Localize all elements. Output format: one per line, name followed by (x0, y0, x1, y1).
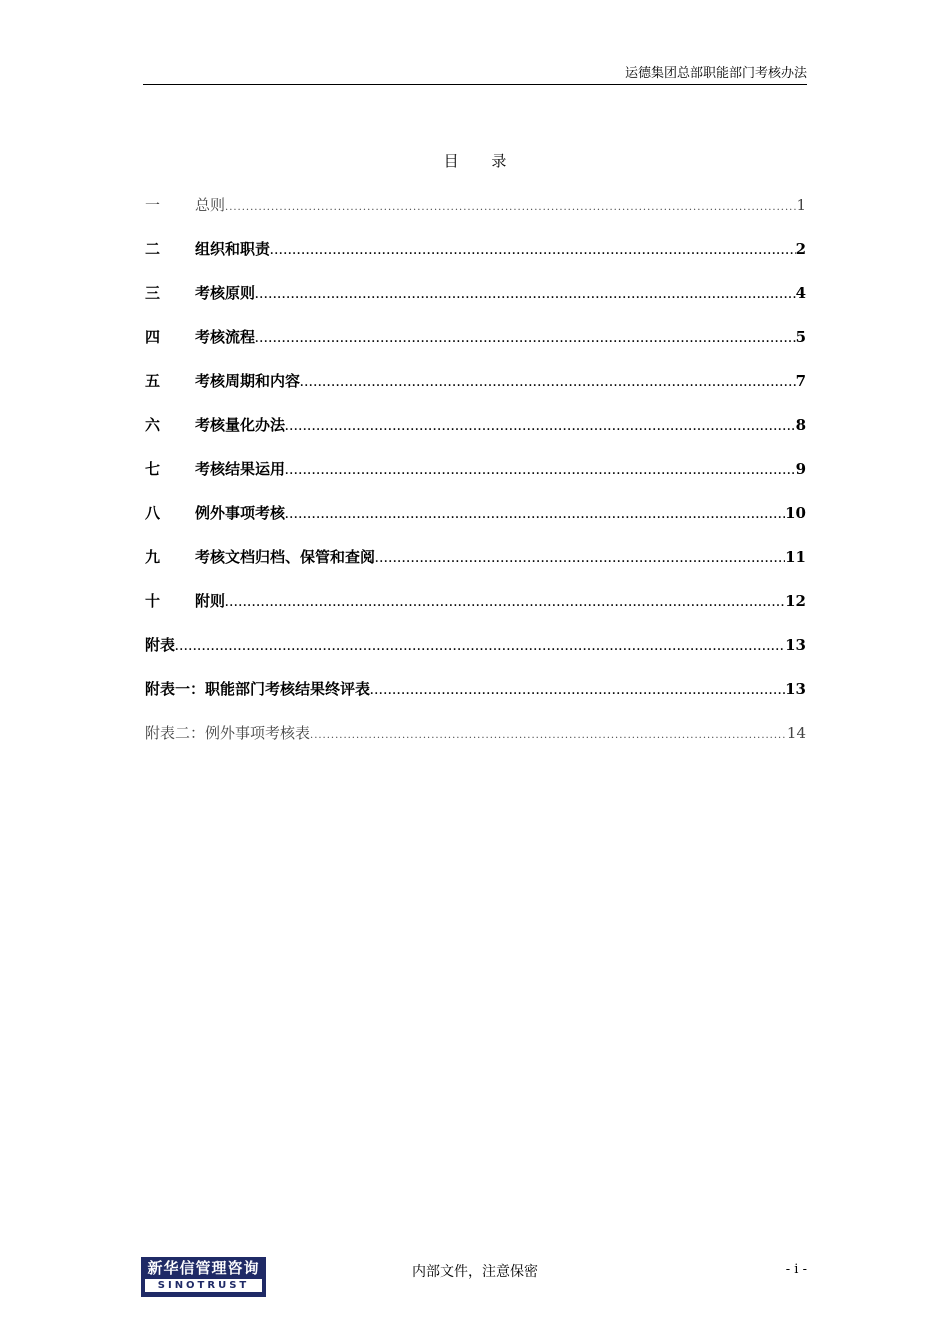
toc-entry[interactable] (145, 546, 806, 590)
toc-leader-dots (225, 593, 785, 615)
toc-entry-number: 十 (145, 592, 161, 610)
toc-entry-label: 考核量化办法 (195, 416, 286, 434)
toc-entry[interactable] (145, 678, 806, 722)
toc-leader-dots (300, 373, 796, 395)
toc-entry-page: 2 (795, 240, 806, 258)
table-of-contents (145, 194, 806, 766)
toc-leader-dots (285, 461, 796, 483)
toc-entry-number: 一 (145, 196, 161, 214)
toc-entry-label: 考核周期和内容 (195, 372, 301, 390)
toc-entry-label: 组织和职责 (195, 240, 271, 258)
toc-leader-dots (370, 681, 785, 703)
toc-entry[interactable] (145, 722, 806, 766)
toc-title: 目 录 (443, 152, 521, 170)
toc-entry-number: 六 (145, 416, 161, 434)
toc-leader-dots (310, 725, 787, 747)
toc-entry-label: 考核结果运用 (195, 460, 286, 478)
toc-entry[interactable] (145, 326, 806, 370)
toc-entry-page: 5 (795, 328, 806, 346)
toc-entry-page: 13 (785, 636, 806, 654)
toc-entry-label: 附表一：职能部门考核结果终评表 (145, 680, 371, 698)
toc-entry-page: 8 (795, 416, 806, 434)
toc-entry[interactable] (145, 194, 806, 238)
toc-entry-page: 4 (795, 284, 806, 302)
toc-leader-dots (270, 241, 796, 263)
toc-leader-dots (285, 505, 785, 527)
toc-leader-dots (255, 285, 796, 307)
toc-entry-number: 五 (145, 372, 161, 390)
toc-entry-page: 9 (795, 460, 806, 478)
toc-entry-label: 附表 (145, 636, 176, 654)
toc-entry-number: 七 (145, 460, 161, 478)
page-header (143, 66, 807, 85)
toc-entry[interactable] (145, 502, 806, 546)
toc-entry-page: 12 (785, 592, 806, 610)
toc-entry-page: 7 (795, 372, 806, 390)
toc-entry[interactable] (145, 634, 806, 678)
toc-entry-page: 13 (785, 680, 806, 698)
toc-entry[interactable] (145, 414, 806, 458)
toc-entry-page: 14 (786, 724, 806, 742)
toc-entry-label: 附表二：例外事项考核表 (145, 724, 311, 742)
toc-leader-dots (255, 329, 796, 351)
toc-entry[interactable] (145, 370, 806, 414)
toc-entry-number: 九 (145, 548, 161, 566)
logo-english-text: SINOTRUST (145, 1279, 262, 1292)
toc-entry-label: 附则 (195, 592, 226, 610)
toc-entry-label: 例外事项考核 (195, 504, 286, 522)
toc-leader-dots (175, 637, 785, 659)
toc-entry[interactable] (145, 282, 806, 326)
toc-entry-page: 1 (796, 196, 806, 214)
confidentiality-notice: 内部文件，注意保密 (412, 1264, 538, 1280)
toc-entry-number: 三 (145, 284, 161, 302)
toc-entry-label: 考核文档归档、保管和查阅 (195, 548, 376, 566)
toc-entry-number: 二 (145, 240, 161, 258)
toc-entry-page: 11 (785, 548, 806, 566)
toc-entry-label: 考核原则 (195, 284, 256, 302)
logo-chinese-text: 新华信管理咨询 (147, 1259, 260, 1277)
toc-entry-label: 考核流程 (195, 328, 256, 346)
toc-leader-dots (285, 417, 796, 439)
toc-leader-dots (375, 549, 785, 571)
toc-entry[interactable] (145, 458, 806, 502)
toc-leader-dots (225, 197, 796, 219)
toc-entry-label: 总则 (195, 196, 226, 214)
toc-entry-number: 八 (145, 504, 161, 522)
page-number: - i - (785, 1262, 807, 1277)
toc-entry[interactable] (145, 238, 806, 282)
toc-entry-page: 10 (785, 504, 806, 522)
toc-entry-number: 四 (145, 328, 161, 346)
toc-entry[interactable] (145, 590, 806, 634)
header-title: 运德集团总部职能部门考核办法 (624, 66, 807, 81)
